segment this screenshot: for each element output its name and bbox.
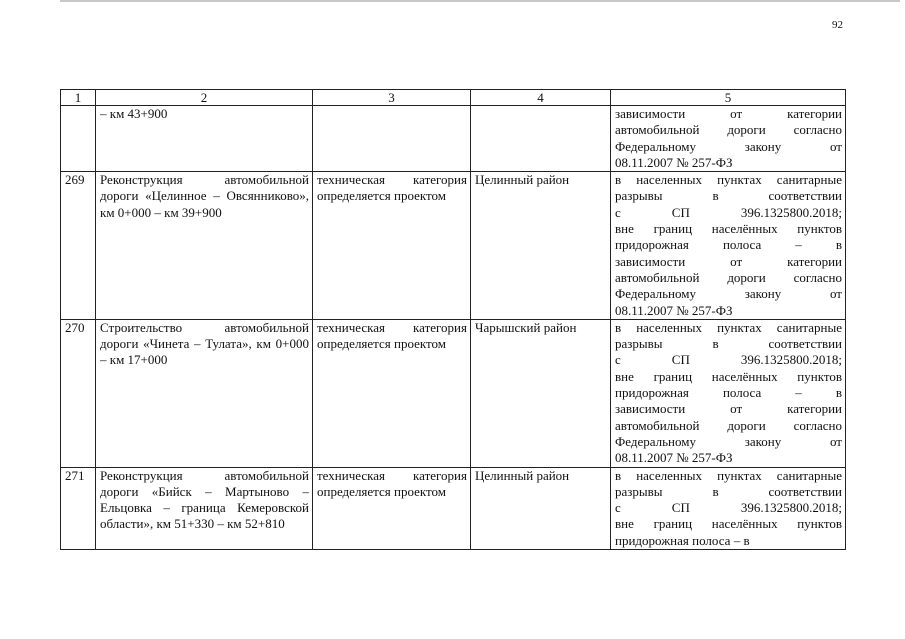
- zone-text-line: Федеральному закону от: [615, 138, 842, 154]
- column-header: 2: [96, 90, 313, 106]
- zone-text-line: зависимости от категории: [615, 253, 842, 269]
- row-number-cell: 271: [61, 467, 96, 549]
- table-row: [61, 172, 846, 320]
- zone-text-line: с СП 396.1325800.2018;: [615, 204, 842, 220]
- row-number-cell: 269: [61, 172, 96, 320]
- column-header: 3: [313, 90, 471, 106]
- table-row: [61, 467, 846, 549]
- zone-text-line: автомобильной дороги согласно: [615, 269, 842, 285]
- road-name-cell: – км 43+900: [96, 106, 313, 172]
- table-row: [61, 106, 846, 172]
- zones-cell: [611, 172, 846, 320]
- row-number-cell: [61, 106, 96, 172]
- column-header: 5: [611, 90, 846, 106]
- zone-text-line: 08.11.2007 № 257-ФЗ: [615, 154, 733, 170]
- zone-text-line: в населенных пунктах санитарные: [615, 172, 842, 188]
- zone-text-line: с СП 396.1325800.2018;: [615, 352, 842, 368]
- scan-edge: [60, 0, 900, 2]
- roads-table: [60, 89, 846, 550]
- zone-text-line: Федеральному закону от: [615, 286, 842, 302]
- category-cell: техническая категория определяется проектом: [313, 319, 471, 467]
- district-cell: Целинный район: [471, 467, 611, 549]
- zone-text-line: вне границ населённых пунктов: [615, 516, 842, 532]
- zone-text-line: с СП 396.1325800.2018;: [615, 500, 842, 516]
- zone-text-line: в населенных пунктах санитарные: [615, 467, 842, 483]
- table-body: [61, 106, 846, 550]
- table-header-row: [61, 90, 846, 106]
- zone-text-line: 08.11.2007 № 257-ФЗ: [615, 302, 733, 318]
- zone-text-line: Федеральному закону от: [615, 433, 842, 449]
- district-cell: Целинный район: [471, 172, 611, 320]
- zone-text-line: зависимости от категории: [615, 401, 842, 417]
- district-cell: Чарышский район: [471, 319, 611, 467]
- zones-cell: [611, 467, 846, 549]
- district-cell: [471, 106, 611, 172]
- zone-text-line: разрывы в соответствии: [615, 336, 842, 352]
- zone-text-line: зависимости от категории: [615, 106, 842, 121]
- zone-text-line: автомобильной дороги согласно: [615, 122, 842, 138]
- row-number-cell: 270: [61, 319, 96, 467]
- road-name-cell: Реконструкция автомобильной дороги «Целинное – Овсянниково», км 0+000 – км 39+900: [96, 172, 313, 320]
- zone-text-line: придорожная полоса – в: [615, 532, 750, 548]
- zone-text-line: вне границ населённых пунктов: [615, 368, 842, 384]
- zone-text-line: разрывы в соответствии: [615, 483, 842, 499]
- zone-text-line: автомобильной дороги согласно: [615, 417, 842, 433]
- zone-text-line: придорожная полоса – в: [615, 385, 842, 401]
- category-cell: [313, 106, 471, 172]
- zone-text-line: придорожная полоса – в: [615, 237, 842, 253]
- category-cell: техническая категория определяется проектом: [313, 172, 471, 320]
- column-header: 4: [471, 90, 611, 106]
- zones-cell: [611, 106, 846, 172]
- column-header: 1: [61, 90, 96, 106]
- zone-text-line: вне границ населённых пунктов: [615, 221, 842, 237]
- table-row: [61, 319, 846, 467]
- road-name-cell: Реконструкция автомобильной дороги «Бийск – Мартыново – Ельцовка – граница Кемеровской области», км 51+330 – км 52+810: [96, 467, 313, 549]
- page-number: 92: [832, 19, 843, 31]
- zone-text-line: разрывы в соответствии: [615, 188, 842, 204]
- road-name-cell: Строительство автомобильной дороги «Чинета – Тулата», км 0+000 – км 17+000: [96, 319, 313, 467]
- category-cell: техническая категория определяется проектом: [313, 467, 471, 549]
- zone-text-line: 08.11.2007 № 257-ФЗ: [615, 450, 733, 466]
- zones-cell: [611, 319, 846, 467]
- zone-text-line: в населенных пунктах санитарные: [615, 319, 842, 335]
